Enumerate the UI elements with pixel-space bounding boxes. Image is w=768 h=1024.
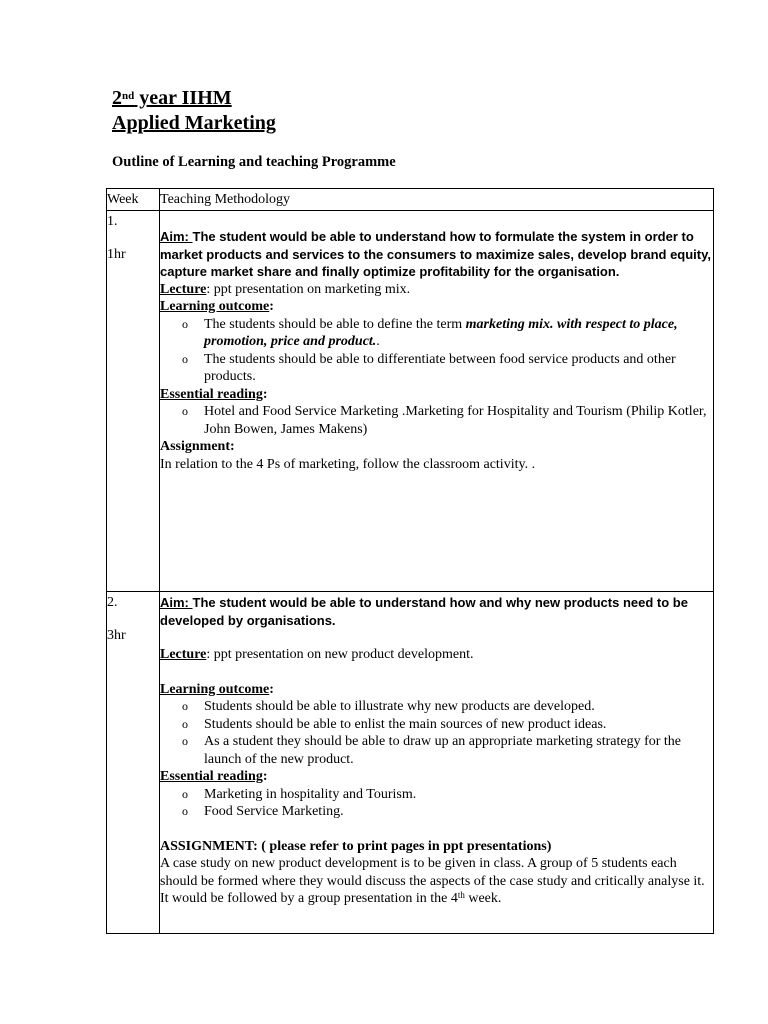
list-item: o Marketing in hospitality and Tourism. [182, 786, 713, 804]
lecture-label: Lecture [160, 281, 207, 297]
year-number: 2 [112, 87, 122, 109]
year-text: year IIHM [134, 87, 232, 109]
lecture-text: : ppt presentation on new product development. [206, 647, 474, 662]
outline-heading: Outline of Learning and teaching Programme [112, 154, 396, 170]
list-item: o Students should be able to enlist the main sources of new product ideas. [182, 716, 713, 734]
methodology-column-header: Teaching Methodology [160, 189, 714, 211]
table-row [107, 211, 714, 592]
teaching-programme-table [106, 188, 714, 934]
aim-text: The student would be able to understand how to formulate the system in order to market products and services to the consumers to maximize sales, develop brand equity, capture market share and finally optimize profitability for the organisation. [160, 229, 711, 279]
aim-paragraph [160, 592, 713, 629]
learning-outcome-heading: Learning outcome: [160, 681, 274, 697]
list-item: o The students should be able to differentiate between food service products and other products. [182, 351, 713, 386]
essential-reading-heading: Essential reading: [160, 386, 268, 402]
lecture-text: : ppt presentation on marketing mix. [206, 281, 411, 297]
course-title: Applied Marketing [112, 112, 276, 134]
year-ordinal: nd [122, 90, 135, 102]
week-cell [107, 592, 160, 934]
list-item: o The students should be able to define the term marketing mix. with respect to place, promotion, price and product.. [182, 316, 713, 351]
week-hours: 1hr [107, 246, 126, 262]
lecture-line [160, 281, 713, 299]
lecture-label: Lecture [160, 647, 207, 662]
learning-outcome-list [160, 316, 713, 386]
aim-label: Aim: [160, 595, 193, 610]
essential-reading-list [160, 403, 713, 438]
list-item: o As a student they should be able to draw up an appropriate marketing strategy for the launch of the new product. [182, 733, 713, 768]
aim-paragraph [160, 228, 713, 281]
assignment-text: In relation to the 4 Ps of marketing, follow the classroom activity. . [160, 456, 536, 472]
methodology-cell [160, 592, 714, 934]
assignment-heading: ASSIGNMENT: ( please refer to print pages in ppt presentations) [160, 838, 552, 854]
week-hours: 3hr [107, 627, 126, 643]
aim-label: Aim: [160, 229, 193, 244]
table-row [107, 592, 714, 934]
list-item: o Food Service Marketing. [182, 803, 713, 821]
lecture-line [160, 646, 713, 664]
week-number: 1. [107, 214, 118, 229]
assignment-text: A case study on new product development is to be given in class. A group of 5 students each should be formed where they would discuss the aspects of the case study and critically analyse it. It would be followed by a group presentation in the 4th week. [160, 856, 705, 906]
assignment-heading: Assignment: [160, 439, 235, 454]
page-header [112, 86, 276, 136]
learning-outcome-list [160, 698, 713, 768]
essential-reading-list [160, 786, 713, 821]
methodology-cell [160, 211, 714, 592]
essential-reading-heading: Essential reading: [160, 769, 268, 784]
list-item: o Students should be able to illustrate why new products are developed. [182, 698, 713, 716]
list-item: o Hotel and Food Service Marketing .Marketing for Hospitality and Tourism (Philip Kotler, John Bowen, James Makens) [182, 403, 713, 438]
year-heading [112, 86, 276, 110]
week-column-header: Week [107, 189, 160, 211]
aim-text: The student would be able to understand how and why new products need to be developed by organisations. [160, 595, 688, 628]
week-number: 2. [107, 595, 118, 610]
week-cell [107, 211, 160, 592]
table-header-row [107, 189, 714, 211]
learning-outcome-heading: Learning outcome: [160, 299, 274, 314]
